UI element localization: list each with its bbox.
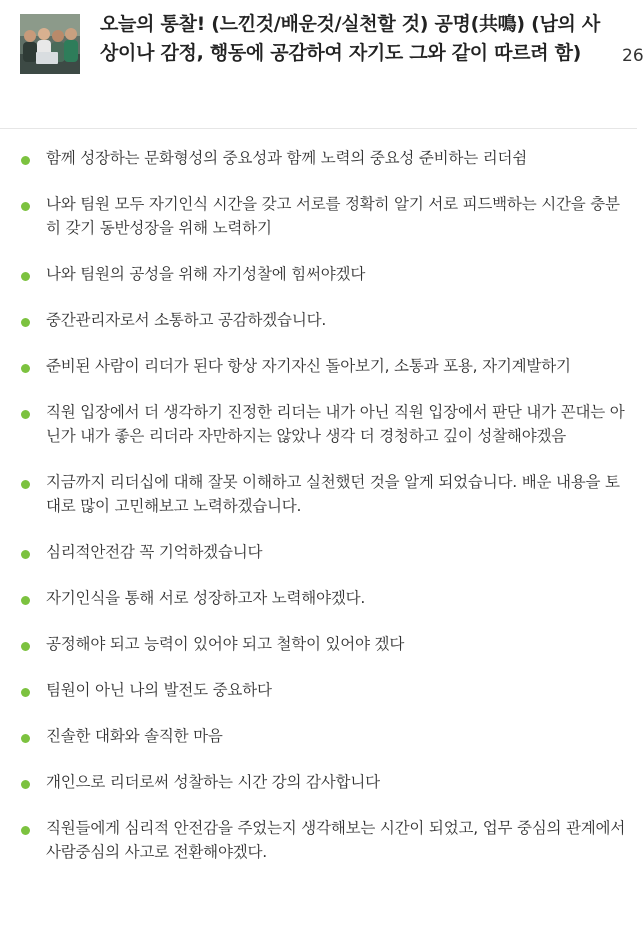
list-item bbox=[0, 540, 637, 564]
list-item bbox=[0, 632, 637, 656]
response-list bbox=[0, 146, 637, 886]
bullet-dot-icon bbox=[21, 272, 30, 281]
response-text: 나와 팀원의 공성을 위해 자기성찰에 힘써야겠다 bbox=[46, 265, 366, 283]
response-text: 지금까지 리더십에 대해 잘못 이해하고 실천했던 것을 알게 되었습니다. 배운 내용을 토대로 많이 고민해보고 노력하겠습니다. bbox=[46, 473, 620, 515]
list-item bbox=[0, 308, 637, 332]
bullet-dot-icon bbox=[21, 480, 30, 489]
list-item bbox=[0, 192, 637, 240]
bullet-dot-icon bbox=[21, 826, 30, 835]
list-item bbox=[0, 262, 637, 286]
list-item bbox=[0, 770, 637, 794]
bullet-dot-icon bbox=[21, 642, 30, 651]
response-text: 직원들에게 심리적 안전감을 주었는지 생각해보는 시간이 되었고, 업무 중심의 관계에서 사람중심의 사고로 전환해야겠다. bbox=[46, 819, 626, 861]
response-text: 준비된 사람이 리더가 된다 항상 자기자신 돌아보기, 소통과 포용, 자기계발하기 bbox=[46, 357, 571, 375]
list-item bbox=[0, 724, 637, 748]
list-item bbox=[0, 470, 637, 518]
list-item bbox=[0, 816, 637, 864]
response-text: 중간관리자로서 소통하고 공감하겠습니다. bbox=[46, 311, 327, 329]
group-photo-thumbnail bbox=[20, 14, 80, 74]
photo-image bbox=[20, 14, 80, 74]
bullet-dot-icon bbox=[21, 596, 30, 605]
list-item bbox=[0, 586, 637, 610]
response-text: 공정해야 되고 능력이 있어야 되고 철학이 있어야 겠다 bbox=[46, 635, 405, 653]
bullet-dot-icon bbox=[21, 364, 30, 373]
bullet-dot-icon bbox=[21, 156, 30, 165]
bullet-dot-icon bbox=[21, 780, 30, 789]
response-text: 심리적안전감 꼭 기억하겠습니다 bbox=[46, 543, 263, 561]
list-item bbox=[0, 400, 637, 448]
list-item bbox=[0, 354, 637, 378]
response-text: 나와 팀원 모두 자기인식 시간을 갖고 서로를 정확히 알기 서로 피드백하는 시간을 충분히 갖기 동반성장을 위해 노력하기 bbox=[46, 195, 620, 237]
page-title: 오늘의 통찰! (느낀것/배운것/실천할 것) 공명(共鳴) (남의 사상이나 감정, 행동에 공감하여 자기도 그와 같이 따르려 함) bbox=[100, 13, 600, 64]
response-text: 자기인식을 통해 서로 성장하고자 노력해야겠다. bbox=[46, 589, 366, 607]
bullet-dot-icon bbox=[21, 550, 30, 559]
response-text: 팀원이 아닌 나의 발전도 중요하다 bbox=[46, 681, 272, 699]
response-count: 26 bbox=[622, 46, 644, 66]
bullet-dot-icon bbox=[21, 202, 30, 211]
header bbox=[0, 0, 644, 129]
bullet-dot-icon bbox=[21, 688, 30, 697]
response-text: 함께 성장하는 문화형성의 중요성과 함께 노력의 중요성 준비하는 리더쉼 bbox=[46, 149, 528, 167]
response-text: 직원 입장에서 더 생각하기 진정한 리더는 내가 아닌 직원 입장에서 판단 내가 꼰대는 아닌가 내가 좋은 리더라 자만하지는 않았나 생각 더 경청하고 깊이 성찰해야겠음 bbox=[46, 403, 625, 445]
list-item bbox=[0, 146, 637, 170]
bullet-dot-icon bbox=[21, 318, 30, 327]
list-item bbox=[0, 678, 637, 702]
response-text: 진솔한 대화와 솔직한 마음 bbox=[46, 727, 223, 745]
response-text: 개인으로 리더로써 성찰하는 시간 강의 감사합니다 bbox=[46, 773, 380, 791]
bullet-dot-icon bbox=[21, 734, 30, 743]
bullet-dot-icon bbox=[21, 410, 30, 419]
